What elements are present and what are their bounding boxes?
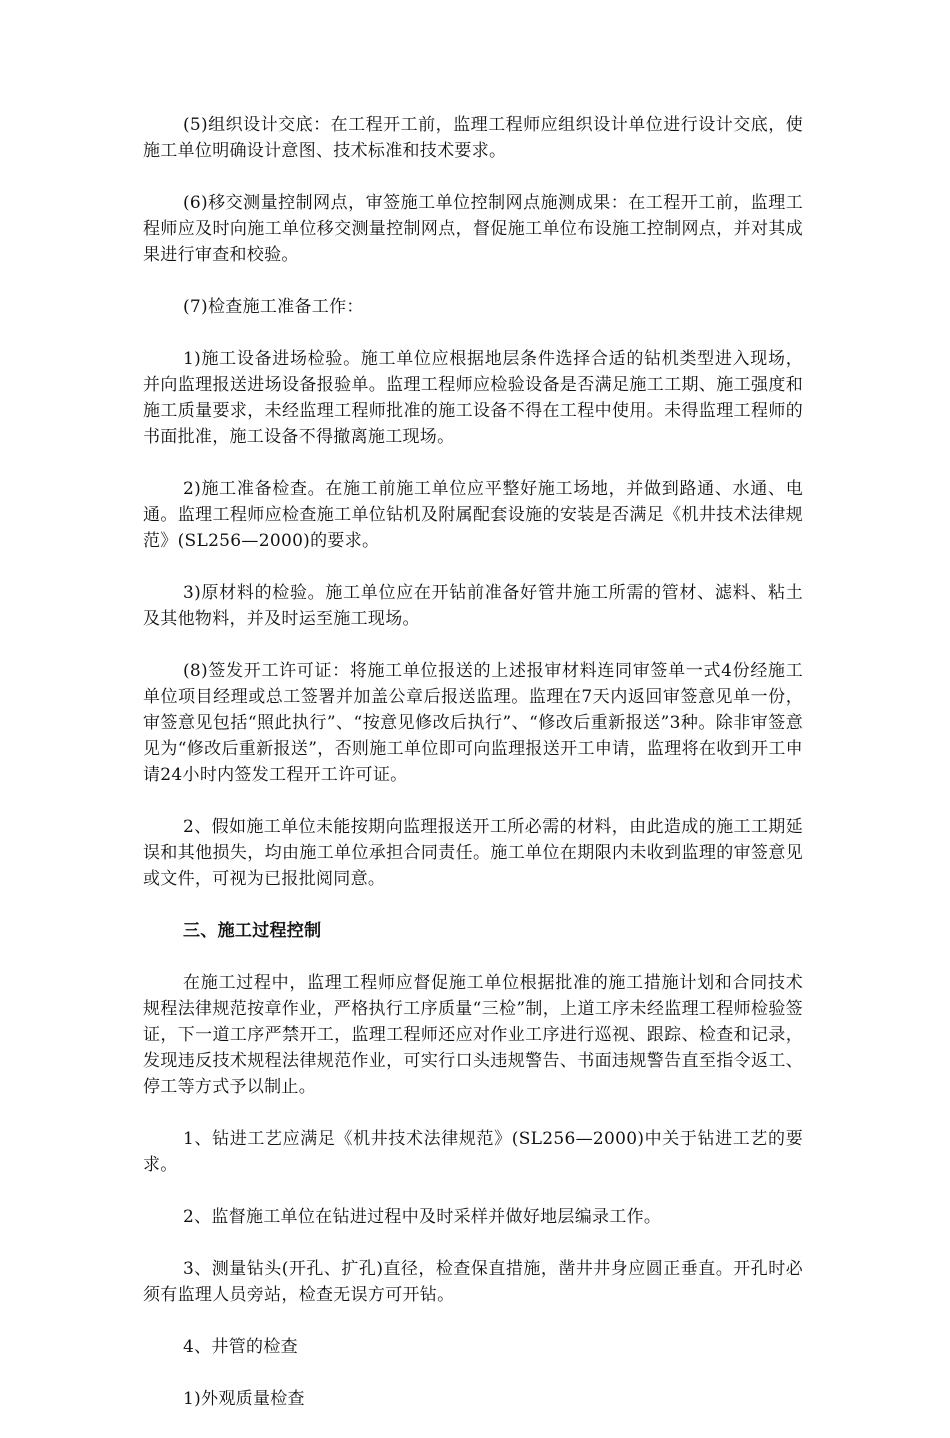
paragraph-sampling: 2、监督施工单位在钻进过程中及时采样并做好地层编录工作。 (183, 1207, 662, 1227)
section-heading-process-control: 三、施工过程控制 (183, 921, 322, 941)
paragraph-well-pipe-inspection: 4、井管的检查 (183, 1337, 298, 1357)
paragraph-design-briefing: (5)组织设计交底：在工程开工前，监理工程师应组织设计单位进行设计交底，使施工单位明确设计意图、技术标准和技术要求。 (143, 115, 803, 161)
document-body (143, 112, 803, 1438)
paragraph-site-preparation: 2)施工准备检查。在施工前施工单位应平整好施工场地，并做到路通、水通、电通。监理工程师应检查施工单位钻机及附属配套设施的安装是否满足《机井技术法律规范》(SL256—2000)的要求。 (143, 479, 803, 551)
paragraph-bit-diameter: 3、测量钻头(开孔、扩孔)直径，检查保直措施，凿井井身应圆正垂直。开孔时必须有监理人员旁站，检查无误方可开钻。 (143, 1259, 803, 1305)
paragraph-start-permit: (8)签发开工许可证：将施工单位报送的上述报审材料连同审签单一式4份经施工单位项目经理或总工签署并加盖公章后报送监理。监理在7天内返回审签意见单一份，审签意见包括“照此执行”、“按意见修改后执行”、“修改后重新报送”3种。除非审签意见为“修改后重新报送”，否则施工单位即可向监理报送开工申请，监理将在收到开工申请24小时内签发工程开工许可证。 (143, 661, 803, 785)
paragraph-appearance-check: 1)外观质量检查 (183, 1389, 305, 1409)
paragraph-equipment-inspection: 1)施工设备进场检验。施工单位应根据地层条件选择合适的钻机类型进入现场，并向监理报送进场设备报验单。监理工程师应检验设备是否满足施工工期、施工强度和施工质量要求，未经监理工程师批准的施工设备不得在工程中使用。未得监理工程师的书面批准，施工设备不得撤离施工现场。 (143, 349, 803, 447)
paragraph-process-supervision: 在施工过程中，监理工程师应督促施工单位根据批准的施工措施计划和合同技术规程法律规范按章作业，严格执行工序质量“三检”制，上道工序未经监理工程师检验签证，下一道工序严禁开工，监理工程师还应对作业工序进行巡视、跟踪、检查和记录，发现违反技术规程法律规范作业，可实行口头违规警告、书面违规警告直至指令返工、停工等方式予以制止。 (143, 973, 803, 1097)
paragraph-survey-control-handover: (6)移交测量控制网点，审签施工单位控制网点施测成果：在工程开工前，监理工程师应及时向施工单位移交测量控制网点，督促施工单位布设施工控制网点，并对其成果进行审查和校验。 (143, 193, 803, 265)
paragraph-check-preparation: (7)检查施工准备工作： (183, 297, 364, 317)
paragraph-drilling-process: 1、钻进工艺应满足《机井技术法律规范》(SL256—2000)中关于钻进工艺的要求。 (143, 1129, 803, 1175)
paragraph-material-inspection: 3)原材料的检验。施工单位应在开钻前准备好管井施工所需的管材、滤料、粘土及其他物料，并及时运至施工现场。 (143, 583, 803, 629)
paragraph-delay-responsibility: 2、假如施工单位未能按期向监理报送开工所必需的材料，由此造成的施工工期延误和其他损失，均由施工单位承担合同责任。施工单位在期限内未收到监理的审签意见或文件，可视为已报批阅同意。 (143, 817, 803, 889)
